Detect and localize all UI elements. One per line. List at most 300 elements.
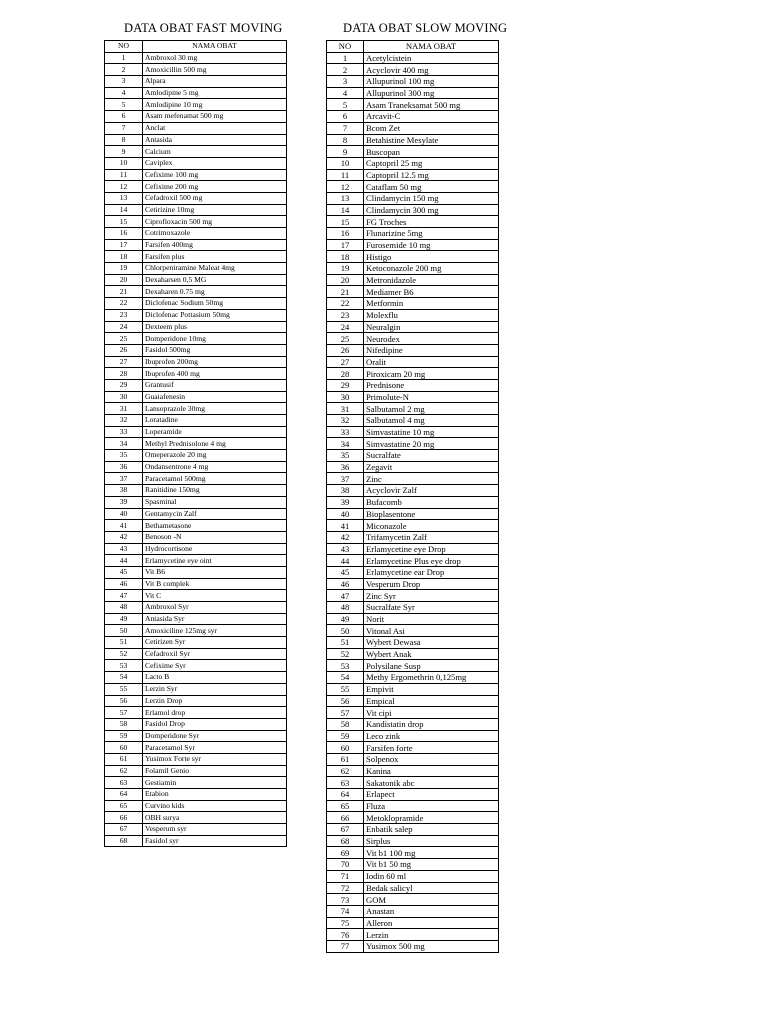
row-number: 20: [105, 274, 143, 286]
row-number: 35: [105, 450, 143, 462]
table-row: [105, 789, 287, 801]
row-number: 34: [105, 438, 143, 450]
table-row: [327, 99, 499, 111]
table-row: [105, 169, 287, 181]
row-number: 27: [105, 356, 143, 368]
row-number: 64: [327, 789, 364, 801]
table-row: [327, 730, 499, 742]
table-row: [327, 274, 499, 286]
drug-name: Sakatonik abc: [364, 777, 499, 789]
drug-name: Loratadine: [143, 415, 287, 427]
drug-name: Antasida Syr: [143, 613, 287, 625]
row-number: 34: [327, 438, 364, 450]
table-row: [105, 368, 287, 380]
drug-name: Flunarizine 5mg: [364, 228, 499, 240]
row-number: 41: [105, 520, 143, 532]
table-row: [105, 157, 287, 169]
row-number: 54: [327, 672, 364, 684]
row-number: 58: [327, 718, 364, 730]
drug-name: Clindamycin 150 mg: [364, 192, 499, 204]
row-number: 35: [327, 450, 364, 462]
drug-name: Captopril 12.5 mg: [364, 169, 499, 181]
drug-name: Nifedipine: [364, 344, 499, 356]
drug-name: Cefadroxil Syr: [143, 648, 287, 660]
row-number: 60: [105, 742, 143, 754]
row-number: 66: [105, 812, 143, 824]
table-row: [105, 52, 287, 64]
row-number: 42: [105, 531, 143, 543]
drug-name: Bethametasone: [143, 520, 287, 532]
drug-name: Hydrocortisone: [143, 543, 287, 555]
table-row: [105, 672, 287, 684]
row-number: 2: [327, 64, 364, 76]
table-row: [105, 99, 287, 111]
row-number: 55: [327, 683, 364, 695]
table-row: [105, 321, 287, 333]
table-row: [105, 251, 287, 263]
drug-name: Amlodipine 5 mg: [143, 87, 287, 99]
table-row: [105, 602, 287, 614]
table-row: [327, 590, 499, 602]
row-number: 1: [327, 52, 364, 64]
table-row: [327, 122, 499, 134]
table-row: [327, 870, 499, 882]
drug-name: Loperamide: [143, 426, 287, 438]
table-row: [327, 543, 499, 555]
row-number: 49: [327, 613, 364, 625]
drug-name: Benoson -N: [143, 531, 287, 543]
table-row: [105, 146, 287, 158]
drug-name: Miconazole: [364, 520, 499, 532]
header-nama-obat: NAMA OBAT: [143, 41, 287, 53]
row-number: 47: [327, 590, 364, 602]
row-number: 68: [105, 835, 143, 847]
table-row: [105, 578, 287, 590]
table-row: [327, 917, 499, 929]
slow-moving-rows: [327, 52, 499, 952]
table-row: [105, 134, 287, 146]
row-number: 32: [105, 415, 143, 427]
drug-name: Bedak salicyl: [364, 882, 499, 894]
drug-name: OBH surya: [143, 812, 287, 824]
drug-name: Bioplasentone: [364, 508, 499, 520]
drug-name: Salbutamol 2 mg: [364, 403, 499, 415]
drug-name: Asam mefenamat 500 mg: [143, 111, 287, 123]
table-row: [105, 520, 287, 532]
row-number: 3: [105, 76, 143, 88]
row-number: 75: [327, 917, 364, 929]
table-row: [105, 333, 287, 345]
row-number: 52: [105, 648, 143, 660]
table-row: [327, 333, 499, 345]
drug-name: Antasida: [143, 134, 287, 146]
table-row: [327, 789, 499, 801]
drug-name: Norit: [364, 613, 499, 625]
drug-name: Amoxicillin 500 mg: [143, 64, 287, 76]
row-number: 57: [327, 707, 364, 719]
row-number: 59: [327, 730, 364, 742]
row-number: 19: [327, 263, 364, 275]
table-row: [327, 695, 499, 707]
table-row: [105, 742, 287, 754]
table-row: [105, 426, 287, 438]
table-row: [105, 438, 287, 450]
table-row: [327, 111, 499, 123]
row-number: 39: [327, 496, 364, 508]
drug-name: Diclofenac Sodium 50mg: [143, 298, 287, 310]
drug-name: Fasidol syr: [143, 835, 287, 847]
fast-moving-title: DATA OBAT FAST MOVING: [124, 21, 283, 35]
drug-name: Dexaharen 0.75 mg: [143, 286, 287, 298]
drug-name: Vit B complek: [143, 578, 287, 590]
drug-name: Guaiafenesin: [143, 391, 287, 403]
table-row: [327, 52, 499, 64]
row-number: 73: [327, 894, 364, 906]
row-number: 74: [327, 905, 364, 917]
row-number: 41: [327, 520, 364, 532]
row-number: 51: [327, 637, 364, 649]
drug-name: Domperidone 10mg: [143, 333, 287, 345]
table-row: [327, 461, 499, 473]
table-row: [105, 707, 287, 719]
drug-name: Neuralgin: [364, 321, 499, 333]
drug-name: Molexflu: [364, 309, 499, 321]
row-number: 9: [105, 146, 143, 158]
drug-name: Anclat: [143, 122, 287, 134]
table-row: [105, 76, 287, 88]
drug-name: Cefadroxil 500 mg: [143, 192, 287, 204]
drug-name: Farsifen plus: [143, 251, 287, 263]
table-row: [327, 379, 499, 391]
table-row: [327, 344, 499, 356]
drug-name: Sirplus: [364, 835, 499, 847]
row-number: 8: [105, 134, 143, 146]
table-row: [327, 800, 499, 812]
drug-name: Erlamycetine eye oint: [143, 555, 287, 567]
table-row: [327, 777, 499, 789]
drug-name: Empivit: [364, 683, 499, 695]
row-number: 76: [327, 929, 364, 941]
drug-name: Histigo: [364, 251, 499, 263]
drug-name: Domperidone Syr: [143, 730, 287, 742]
row-number: 37: [327, 473, 364, 485]
row-number: 6: [327, 111, 364, 123]
table-header-row: [327, 41, 499, 53]
row-number: 56: [327, 695, 364, 707]
row-number: 47: [105, 590, 143, 602]
drug-name: Vit B6: [143, 566, 287, 578]
drug-name: Primolute-N: [364, 391, 499, 403]
drug-name: Acyclovir Zalf: [364, 485, 499, 497]
header-no: NO: [105, 41, 143, 53]
table-row: [105, 111, 287, 123]
row-number: 27: [327, 356, 364, 368]
drug-name: Ibuprofen 400 mg: [143, 368, 287, 380]
row-number: 32: [327, 415, 364, 427]
row-number: 43: [327, 543, 364, 555]
row-number: 52: [327, 648, 364, 660]
table-row: [327, 473, 499, 485]
drug-name: Neurodex: [364, 333, 499, 345]
row-number: 48: [327, 602, 364, 614]
row-number: 2: [105, 64, 143, 76]
row-number: 14: [105, 204, 143, 216]
table-row: [105, 637, 287, 649]
table-row: [105, 216, 287, 228]
table-row: [327, 496, 499, 508]
table-row: [327, 520, 499, 532]
table-row: [327, 204, 499, 216]
row-number: 60: [327, 742, 364, 754]
drug-name: Farsifen forte: [364, 742, 499, 754]
drug-name: Amoxiciline 125mg syr: [143, 625, 287, 637]
drug-name: Dexaharsen 0,5 MG: [143, 274, 287, 286]
row-number: 20: [327, 274, 364, 286]
row-number: 39: [105, 496, 143, 508]
drug-name: Metronidazole: [364, 274, 499, 286]
table-row: [327, 192, 499, 204]
table-row: [327, 368, 499, 380]
drug-name: Solpenox: [364, 753, 499, 765]
drug-name: Lerzin: [364, 929, 499, 941]
row-number: 44: [105, 555, 143, 567]
table-row: [327, 298, 499, 310]
drug-name: Cetirizine 10mg: [143, 204, 287, 216]
drug-name: Chlorpeniramine Maleat 4mg: [143, 263, 287, 275]
table-row: [327, 812, 499, 824]
row-number: 33: [327, 426, 364, 438]
drug-name: Ibuprofen 200mg: [143, 356, 287, 368]
row-number: 17: [327, 239, 364, 251]
row-number: 30: [327, 391, 364, 403]
drug-name: Vit C: [143, 590, 287, 602]
row-number: 11: [327, 169, 364, 181]
header-no: NO: [327, 41, 364, 53]
drug-name: Metoklopramide: [364, 812, 499, 824]
drug-name: Empical: [364, 695, 499, 707]
table-row: [327, 157, 499, 169]
drug-name: Allupurinol 100 mg: [364, 76, 499, 88]
drug-name: Paracetamol 500mg: [143, 473, 287, 485]
drug-name: Methyl Prednisolone 4 mg: [143, 438, 287, 450]
table-row: [105, 274, 287, 286]
row-number: 24: [105, 321, 143, 333]
drug-name: Alleron: [364, 917, 499, 929]
table-row: [105, 730, 287, 742]
drug-name: Alpara: [143, 76, 287, 88]
row-number: 71: [327, 870, 364, 882]
row-number: 8: [327, 134, 364, 146]
row-number: 14: [327, 204, 364, 216]
row-number: 55: [105, 683, 143, 695]
table-row: [105, 753, 287, 765]
drug-name: Trifamycetin Zalf: [364, 531, 499, 543]
table-row: [105, 204, 287, 216]
table-row: [327, 228, 499, 240]
row-number: 54: [105, 672, 143, 684]
table-row: [327, 391, 499, 403]
drug-name: Kandistatin drop: [364, 718, 499, 730]
table-row: [105, 613, 287, 625]
drug-name: Folamil Genio: [143, 765, 287, 777]
drug-name: FG Troches: [364, 216, 499, 228]
row-number: 67: [105, 824, 143, 836]
row-number: 25: [105, 333, 143, 345]
row-number: 40: [327, 508, 364, 520]
table-row: [105, 263, 287, 275]
row-number: 7: [105, 122, 143, 134]
table-row: [327, 742, 499, 754]
row-number: 29: [327, 379, 364, 391]
row-number: 38: [105, 485, 143, 497]
table-row: [327, 169, 499, 181]
row-number: 26: [105, 344, 143, 356]
table-row: [327, 239, 499, 251]
row-number: 50: [105, 625, 143, 637]
table-row: [327, 905, 499, 917]
drug-name: Grantusif: [143, 379, 287, 391]
row-number: 43: [105, 543, 143, 555]
table-row: [105, 531, 287, 543]
drug-name: Asam Traneksamat 500 mg: [364, 99, 499, 111]
row-number: 30: [105, 391, 143, 403]
row-number: 11: [105, 169, 143, 181]
table-row: [105, 415, 287, 427]
drug-name: Mediamer B6: [364, 286, 499, 298]
drug-name: Bcom Zet: [364, 122, 499, 134]
table-row: [327, 660, 499, 672]
table-row: [327, 637, 499, 649]
drug-name: Ondansentrone 4 mg: [143, 461, 287, 473]
row-number: 6: [105, 111, 143, 123]
row-number: 10: [327, 157, 364, 169]
row-number: 53: [105, 660, 143, 672]
drug-name: Amlodipine 10 mg: [143, 99, 287, 111]
row-number: 57: [105, 707, 143, 719]
row-number: 23: [327, 309, 364, 321]
row-number: 31: [105, 403, 143, 415]
drug-name: Etabion: [143, 789, 287, 801]
table-row: [105, 765, 287, 777]
table-row: [105, 473, 287, 485]
row-number: 3: [327, 76, 364, 88]
table-row: [327, 602, 499, 614]
table-row: [327, 847, 499, 859]
table-row: [105, 87, 287, 99]
drug-name: Vit b1 100 mg: [364, 847, 499, 859]
drug-name: Allupurinol 300 mg: [364, 87, 499, 99]
row-number: 65: [105, 800, 143, 812]
header-nama-obat: NAMA OBAT: [364, 41, 499, 53]
row-number: 13: [327, 192, 364, 204]
drug-name: Zinc: [364, 473, 499, 485]
row-number: 62: [105, 765, 143, 777]
table-row: [105, 64, 287, 76]
table-row: [327, 882, 499, 894]
drug-name: Prednisone: [364, 379, 499, 391]
table-row: [105, 566, 287, 578]
drug-name: Salbutamol 4 mg: [364, 415, 499, 427]
row-number: 9: [327, 146, 364, 158]
table-row: [327, 940, 499, 952]
table-row: [327, 613, 499, 625]
row-number: 23: [105, 309, 143, 321]
drug-name: Captopril 25 mg: [364, 157, 499, 169]
table-row: [327, 263, 499, 275]
table-row: [327, 824, 499, 836]
row-number: 4: [105, 87, 143, 99]
table-row: [327, 765, 499, 777]
table-row: [105, 648, 287, 660]
table-row: [327, 555, 499, 567]
table-row: [327, 485, 499, 497]
table-row: [105, 450, 287, 462]
row-number: 10: [105, 157, 143, 169]
drug-name: Sucralfate Syr: [364, 602, 499, 614]
drug-name: Lerzin Syr: [143, 683, 287, 695]
drug-name: Clindamycin 300 mg: [364, 204, 499, 216]
row-number: 13: [105, 192, 143, 204]
drug-name: Ciprofloxacin 500 mg: [143, 216, 287, 228]
drug-name: Zegavit: [364, 461, 499, 473]
drug-name: Omeperazole 20 mg: [143, 450, 287, 462]
drug-name: Lacto B: [143, 672, 287, 684]
drug-name: Kanina: [364, 765, 499, 777]
table-row: [327, 707, 499, 719]
row-number: 50: [327, 625, 364, 637]
row-number: 4: [327, 87, 364, 99]
drug-name: Simvastatine 10 mg: [364, 426, 499, 438]
table-row: [105, 590, 287, 602]
drug-name: Caviplex: [143, 157, 287, 169]
table-row: [105, 718, 287, 730]
table-row: [105, 496, 287, 508]
drug-name: Cetirizen Syr: [143, 637, 287, 649]
table-row: [327, 718, 499, 730]
drug-name: Iodin 60 ml: [364, 870, 499, 882]
table-row: [327, 531, 499, 543]
row-number: 19: [105, 263, 143, 275]
drug-name: Cataflam 50 mg: [364, 181, 499, 193]
row-number: 42: [327, 531, 364, 543]
table-row: [105, 812, 287, 824]
table-row: [327, 450, 499, 462]
row-number: 40: [105, 508, 143, 520]
drug-name: Calcium: [143, 146, 287, 158]
drug-name: Ketoconazole 200 mg: [364, 263, 499, 275]
drug-name: Acyclovir 400 mg: [364, 64, 499, 76]
drug-name: Diclofenac Pottasium 50mg: [143, 309, 287, 321]
table-row: [327, 146, 499, 158]
drug-name: Betahistine Mesylate: [364, 134, 499, 146]
table-row: [327, 403, 499, 415]
row-number: 45: [105, 566, 143, 578]
row-number: 31: [327, 403, 364, 415]
row-number: 70: [327, 859, 364, 871]
drug-name: Yusimox 500 mg: [364, 940, 499, 952]
drug-name: Piroxicam 20 mg: [364, 368, 499, 380]
table-row: [105, 508, 287, 520]
drug-name: Erlamycetine ear Drop: [364, 566, 499, 578]
table-row: [105, 461, 287, 473]
table-row: [327, 356, 499, 368]
table-row: [327, 438, 499, 450]
table-row: [105, 660, 287, 672]
table-row: [105, 683, 287, 695]
table-row: [105, 695, 287, 707]
drug-name: Vit b1 50 mg: [364, 859, 499, 871]
table-row: [105, 485, 287, 497]
